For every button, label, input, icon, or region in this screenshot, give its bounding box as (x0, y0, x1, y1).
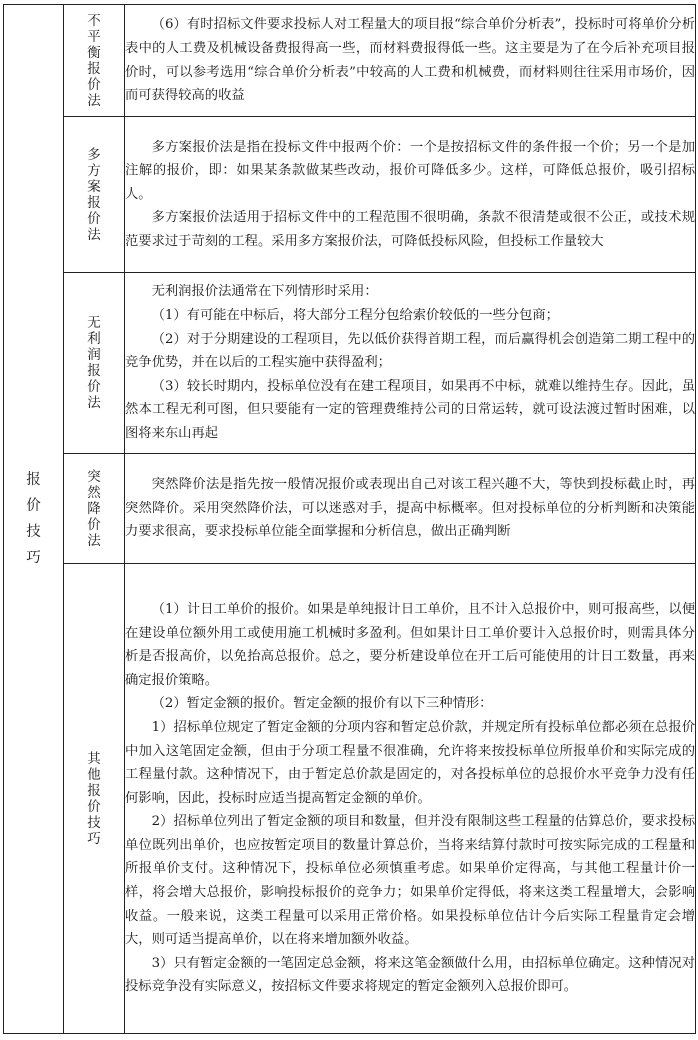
technique-content-cell (125, 454, 696, 564)
paragraph: 突然降价法是指先按一般情况报价或表现出自己对该工程兴趣不大，等快到投标截止时，再突然降价。采用突然降价法，可以迷惑对手，提高中标概率。但对投标单位的分析判断和决策能力要求很高，要求投标单位能全面掌握和分析信息，做出正确判断 (125, 477, 695, 540)
technique-label-cell (64, 454, 125, 564)
technique-content-cell (125, 273, 696, 454)
table-row (4, 454, 696, 564)
quotation-techniques-table (3, 4, 696, 1034)
paragraph: 多方案报价法适用于招标文件中的工程范围不很明确，条款不很清楚或很不公正，或技术规范要求过于苛刻的工程。采用多方案报价法，可降低投标风险，但投标工作量较大 (125, 210, 695, 249)
paragraph: 多方案报价法是指在投标文件中报两个价：一个是按招标文件的条件报一个价；另一个是加注解的报价，即：如果某条款做某些改动，报价可降低多少。这样，可降低总报价，吸引招标人。 (125, 139, 695, 202)
technique-label-cell (64, 117, 125, 273)
paragraph: （1）计日工单价的报价。如果是单纯报计日工单价，且不计入总报价中，则可报高些，以便在建设单位额外用工或使用施工机械时多盈利。但如果计日工单价要计入总报价时，则需具体分析是否报高价，以免抬高总报价。总之，要分析建设单位在开工后可能使用的计日工数量，再来确定报价策略。 (125, 601, 695, 688)
main-category-cell (4, 5, 64, 1034)
technique-label: 不 平 衡 报 价 法 (87, 12, 101, 109)
technique-label-cell (64, 564, 125, 1034)
technique-content-cell (125, 5, 696, 117)
technique-content-cell (125, 117, 696, 273)
paragraph: 1）招标单位规定了暂定金额的分项内容和暂定总价款，并规定所有投标单位都必须在总报价中加入这笔固定金额，但由于分项工程量不很准确，允许将来按投标单位所报单价和实际完成的工程量付款。这种情况下，由于暂定总价款是固定的，对各投标单位的总报价水平竞争力没有任何影响，因此，投标时应适当提高暂定金额的单价。 (125, 719, 695, 806)
table-row (4, 564, 696, 1034)
table-row (4, 273, 696, 454)
technique-label: 突 然 降 价 法 (87, 468, 101, 549)
paragraph: （2）暂定金额的报价。暂定金额的报价有以下三种情形： (151, 696, 493, 712)
technique-label-cell (64, 273, 125, 454)
table-row (4, 5, 696, 117)
technique-label-cell (64, 5, 125, 117)
paragraph: （2）对于分期建设的工程项目，先以低价获得首期工程，而后赢得机会创造第二期工程中的竞争优势，并在以后的工程实施中获得盈利； (125, 331, 695, 371)
technique-content-cell (125, 564, 696, 1034)
table-row (4, 117, 696, 273)
paragraph: （1）有可能在中标后，将大部分工程分包给索价较低的一些分包商； (151, 308, 559, 324)
paragraph: 3）只有暂定金额的一笔固定总金额，将来这笔金额做什么用，由招标单位确定。这种情况对投标竞争没有实际意义，按招标文件要求将规定的暂定金额列入总报价即可。 (125, 955, 695, 995)
technique-label: 多 方 案 报 价 法 (87, 146, 101, 243)
paragraph: （3）较长时期内，投标单位没有在建工程项目，如果再不中标，就难以维持生存。因此，虽然本工程无利可图，但只要能有一定的管理费维持公司的日常运转，就可设法渡过暂时困难，以图将来东山再起 (125, 378, 695, 441)
main-category-label: 报 价 技 巧 (26, 472, 41, 566)
paragraph: （6）有时招标文件要求投标人对工程量大的项目报“综合单价分析表”，投标时可将单价分析表中的人工费及机械设备费报得高一些，而材料费报得低一些。这主要是为了在今后补充项目报价时，可以参考选用“综合单价分析表”中较高的人工费和机械费，而材料则往往采用市场价，因而可获得较高的收益 (125, 17, 695, 104)
paragraph: 无利润报价法通常在下列情形时采用： (151, 284, 378, 300)
technique-label: 其 他 报 价 技 巧 (87, 750, 101, 847)
paragraph: 2）招标单位列出了暂定金额的项目和数量，但并没有限制这些工程量的估算总价，要求投标单位既列出单价，也应按暂定项目的数量计算总价，当将来结算付款时可按实际完成的工程量和所报单价支付。这种情况下，投标单位必须慎重考虑。如果单价定得高，与其他工程量计价一样，将会增大总报价，影响投标报价的竞争力；如果单价定得低，将来这类工程量增大，会影响收益。一般来说，这类工程量可以采用正常价格。如果投标单位估计今后实际工程量肯定会增大，则可适当提高单价，以在将来增加额外收益。 (125, 814, 695, 948)
technique-label: 无 利 润 报 价 法 (87, 315, 101, 411)
